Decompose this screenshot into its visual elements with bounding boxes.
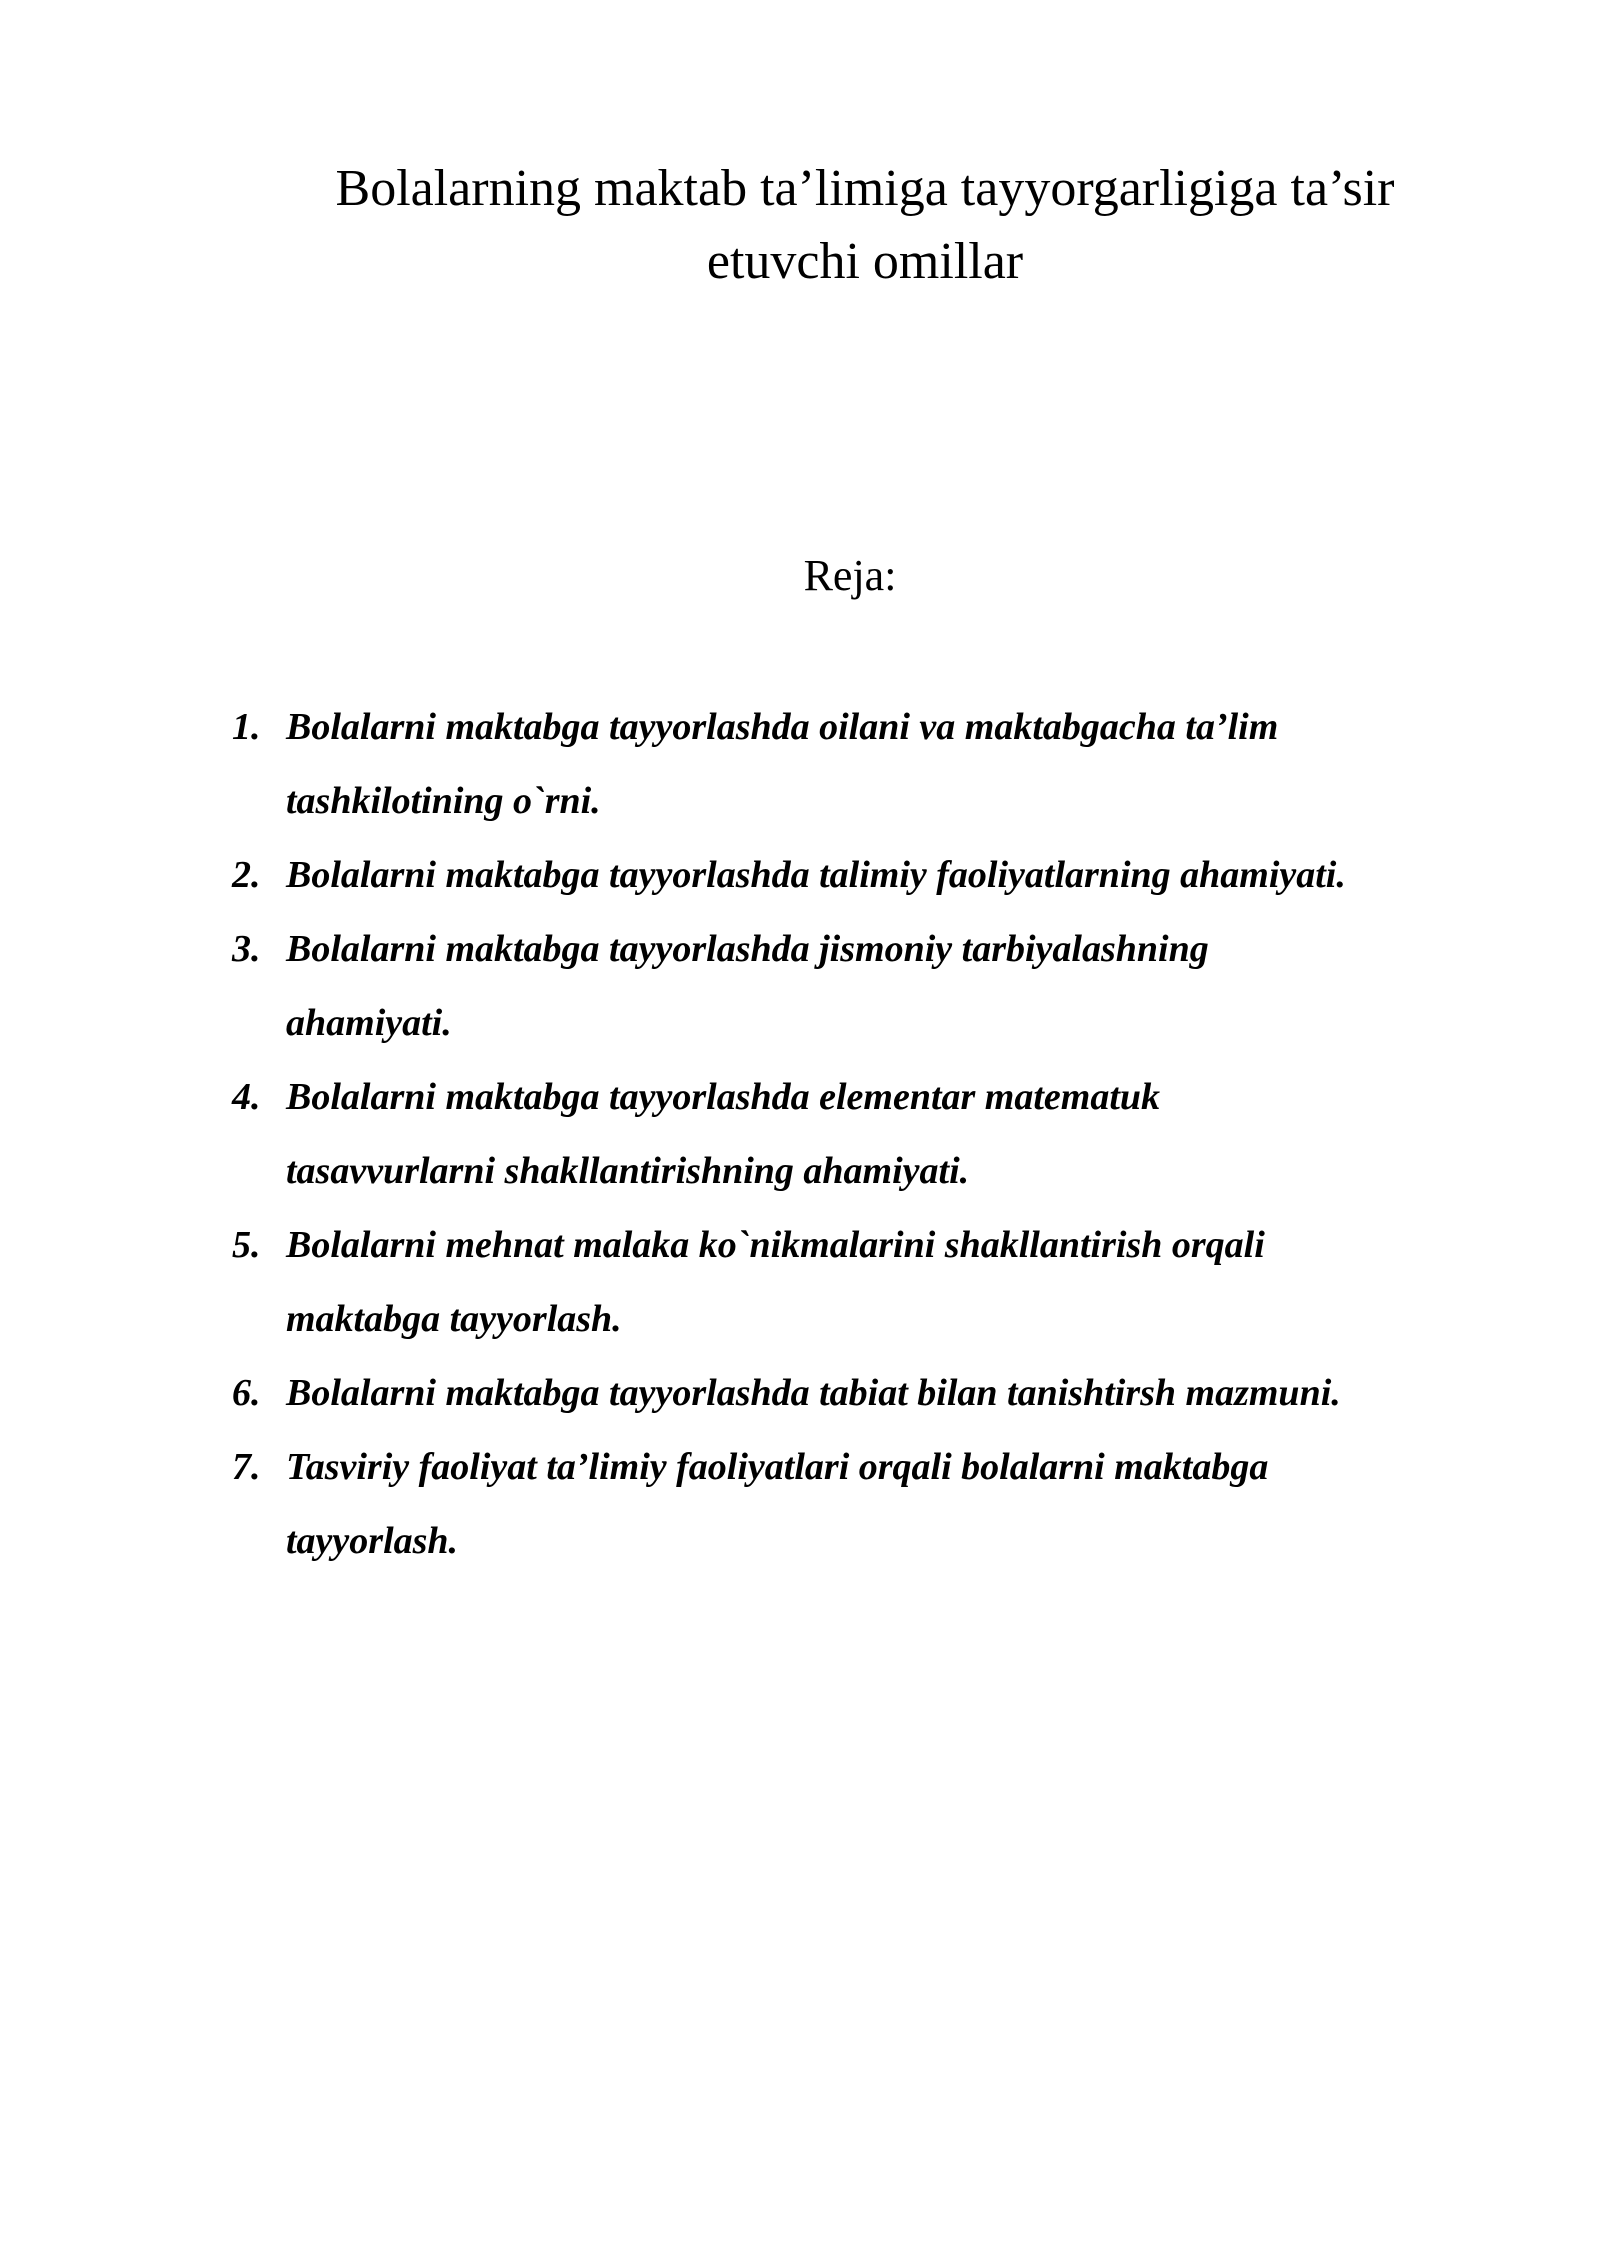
item-number: 3. [232, 928, 261, 970]
document-title [230, 152, 1500, 298]
item-text-line: tasavvurlarni shakllantirishning ahamiyati. [286, 1150, 970, 1192]
item-text-line: Bolalarni maktabga tayyorlashda elementar matematuk [286, 1076, 1161, 1118]
item-number: 4. [232, 1076, 261, 1118]
plan-item-2 [232, 838, 1532, 912]
item-text-line: Bolalarni maktabga tayyorlashda jismoniy tarbiyalashning [286, 928, 1209, 970]
item-text-line: tashkilotining o`rni. [286, 780, 601, 822]
plan-item-3 [232, 912, 1532, 1060]
plan-heading: Reja: [803, 551, 897, 600]
plan-item-7 [232, 1430, 1532, 1578]
item-text-line: Bolalarni maktabga tayyorlashda tabiat bilan tanishtirsh mazmuni. [286, 1372, 1341, 1414]
plan-list [232, 690, 1532, 1578]
item-number: 5. [232, 1224, 261, 1266]
item-text-line: tayyorlash. [286, 1520, 459, 1562]
item-number: 6. [232, 1372, 261, 1414]
item-text-line: Bolalarni mehnat malaka ko`nikmalarini shakllantirish orqali [286, 1224, 1265, 1266]
item-text-line: Bolalarni maktabga tayyorlashda oilani va maktabgacha ta’lim [286, 706, 1279, 748]
plan-item-4 [232, 1060, 1532, 1208]
title-line: Bolalarning maktab ta’limiga tayyorgarligiga ta’sir [335, 160, 1395, 217]
item-text-line: ahamiyati. [286, 1002, 452, 1044]
plan-item-6 [232, 1356, 1532, 1430]
item-text-line: Bolalarni maktabga tayyorlashda talimiy faoliyatlarning ahamiyati. [286, 854, 1346, 896]
item-number: 2. [232, 854, 261, 896]
item-number: 1. [232, 706, 261, 748]
item-number: 7. [232, 1446, 261, 1488]
plan-item-5 [232, 1208, 1532, 1356]
title-line: etuvchi omillar [706, 233, 1024, 290]
item-text-line: Tasviriy faoliyat ta’limiy faoliyatlari orqali bolalarni maktabga [286, 1446, 1269, 1488]
item-text-line: maktabga tayyorlash. [286, 1298, 622, 1340]
plan-item-1 [232, 690, 1532, 838]
